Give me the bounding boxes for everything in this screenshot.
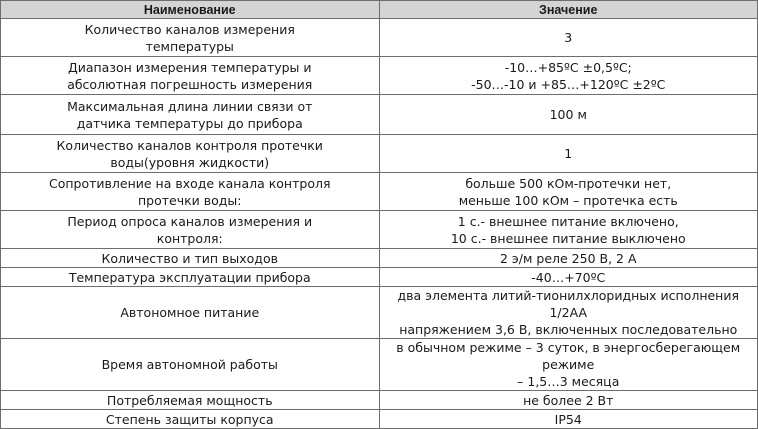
row-name: Время автономной работы: [1, 339, 380, 391]
row-name: Период опроса каналов измерения и контроля:: [1, 211, 380, 249]
table-row: [1, 391, 758, 410]
row-name: Диапазон измерения температуры и абсолютная погрешность измерения: [1, 57, 380, 95]
row-value: -40…+70ºC: [379, 268, 758, 287]
row-value: больше 500 кОм-протечки нет, меньше 100 кОм – протечка есть: [379, 173, 758, 211]
row-value: в обычном режиме – 3 суток, в энергосберегающем режиме – 1,5…3 месяца: [379, 339, 758, 391]
table-row: [1, 339, 758, 391]
table-row: [1, 287, 758, 339]
row-value: 1 с.- внешнее питание включено, 10 с.- внешнее питание выключено: [379, 211, 758, 249]
row-name: Количество каналов контроля протечки воды(уровня жидкости): [1, 135, 380, 173]
table-row: [1, 173, 758, 211]
row-value: 100 м: [379, 95, 758, 135]
table-row: [1, 249, 758, 268]
column-header-value: Значение: [379, 1, 758, 19]
row-value: не более 2 Вт: [379, 391, 758, 410]
row-name: Максимальная длина линии связи от датчика температуры до прибора: [1, 95, 380, 135]
table-row: [1, 268, 758, 287]
table-row: [1, 57, 758, 95]
row-name: Потребляемая мощность: [1, 391, 380, 410]
table-row: [1, 135, 758, 173]
table-row: [1, 211, 758, 249]
row-value: -10…+85ºC ±0,5ºC; -50…-10 и +85…+120ºC ±2ºC: [379, 57, 758, 95]
row-name: Температура эксплуатации прибора: [1, 268, 380, 287]
row-name: Количество каналов измерения температуры: [1, 19, 380, 57]
row-name: Автономное питание: [1, 287, 380, 339]
row-name: Степень защиты корпуса: [1, 410, 380, 429]
header-row: [1, 1, 758, 19]
row-name: Сопротивление на входе канала контроля протечки воды:: [1, 173, 380, 211]
table-row: [1, 410, 758, 429]
row-value: 1: [379, 135, 758, 173]
table-row: [1, 19, 758, 57]
column-header-name: Наименование: [1, 1, 380, 19]
row-value: IP54: [379, 410, 758, 429]
row-value: два элемента литий-тионилхлоридных исполнения 1/2AA напряжением 3,6 В, включенных последовательно: [379, 287, 758, 339]
row-value: 2 э/м реле 250 В, 2 А: [379, 249, 758, 268]
table-row: [1, 95, 758, 135]
row-name: Количество и тип выходов: [1, 249, 380, 268]
row-value: 3: [379, 19, 758, 57]
